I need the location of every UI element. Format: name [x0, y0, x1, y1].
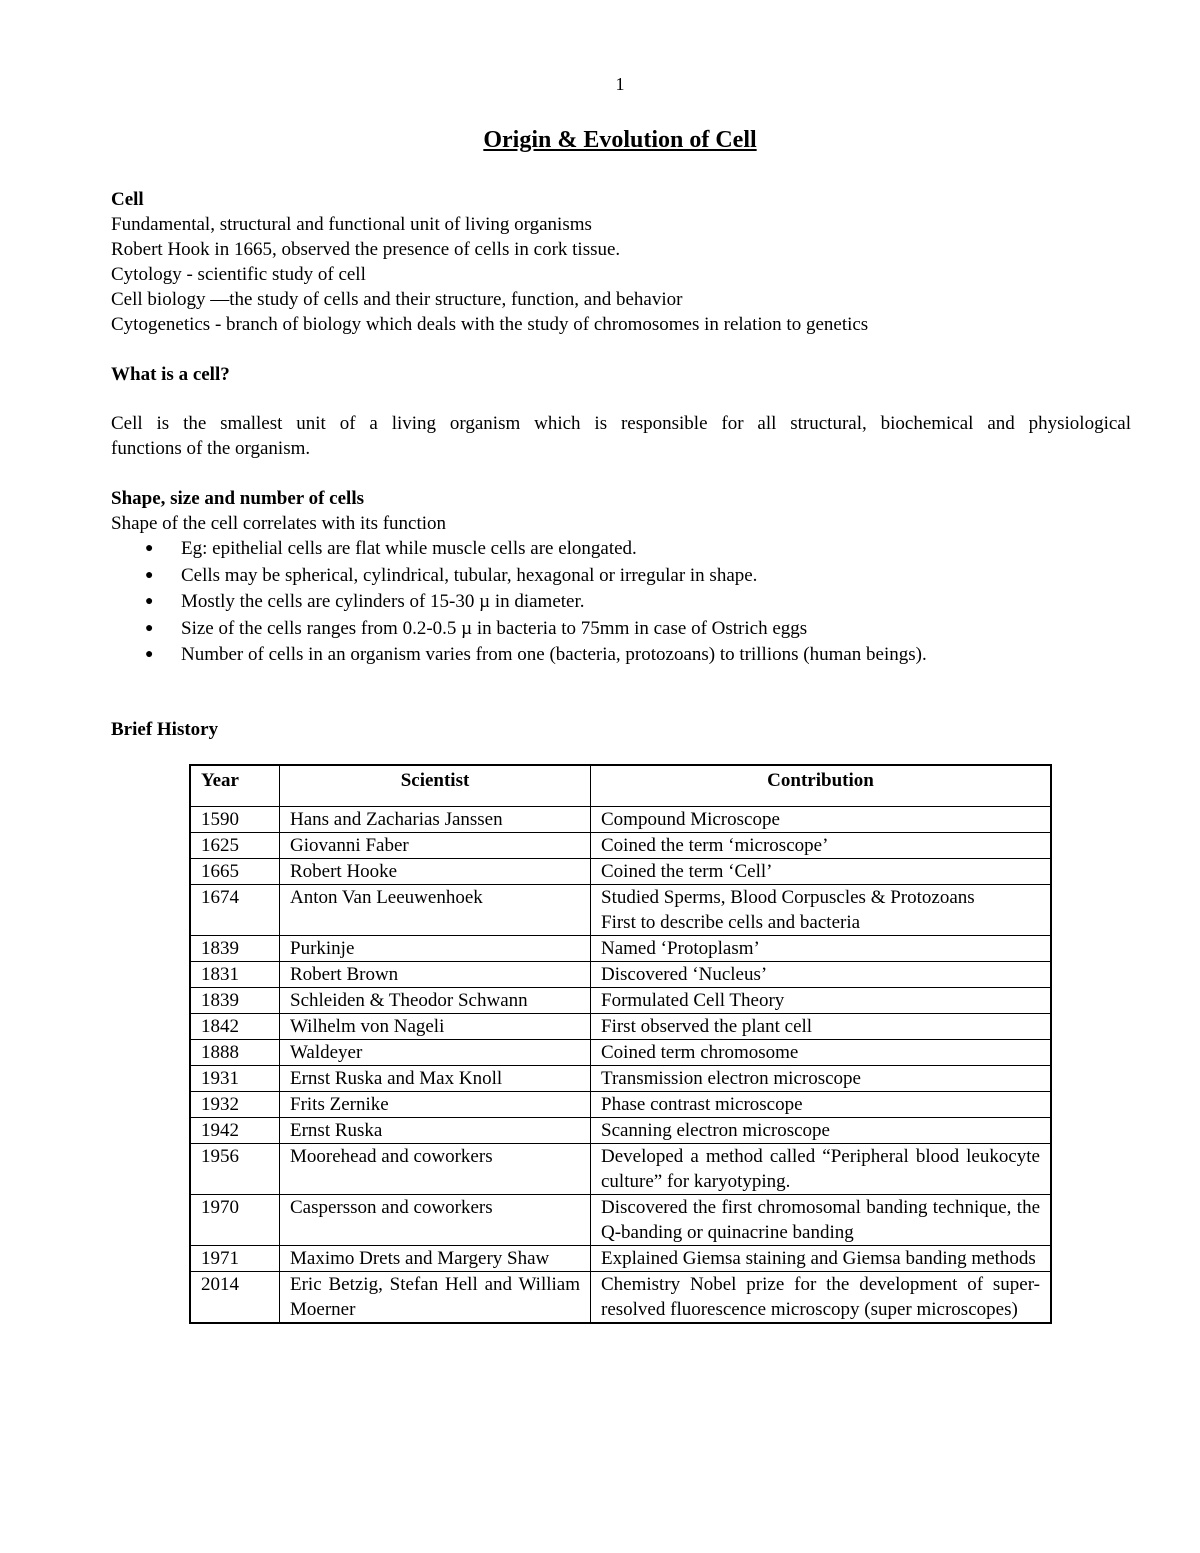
contribution-cell — [591, 1014, 1052, 1040]
contribution-line: Coined the term ‘microscope’ — [601, 835, 829, 856]
contribution-line: Scanning electron microscope — [601, 1120, 830, 1141]
bullet-list — [111, 536, 1131, 669]
year-cell: 1971 — [190, 1246, 280, 1272]
year-cell: 1625 — [190, 833, 280, 859]
cell-line: Robert Hook in 1665, observed the presence of cells in cork tissue. — [111, 239, 621, 260]
cell-heading: Cell — [111, 189, 144, 210]
contribution-line: Transmission electron microscope — [601, 1068, 861, 1089]
table-row — [190, 859, 1051, 885]
list-item — [111, 563, 1131, 590]
contribution-line: Compound Microscope — [601, 809, 780, 830]
contribution-line: Phase contrast microscope — [601, 1094, 803, 1115]
scientist-cell: Moorehead and coworkers — [280, 1144, 591, 1195]
scientist-cell: Purkinje — [280, 936, 591, 962]
year-cell: 1839 — [190, 936, 280, 962]
table-row — [190, 1118, 1051, 1144]
table-row — [190, 833, 1051, 859]
contribution-cell — [591, 1144, 1052, 1195]
scientist-cell: Schleiden & Theodor Schwann — [280, 988, 591, 1014]
contribution-cell — [591, 1040, 1052, 1066]
contribution-cell — [591, 962, 1052, 988]
contribution-cell — [591, 1092, 1052, 1118]
history-table — [189, 764, 1052, 1324]
bullet-text: Mostly the cells are cylinders of 15-30 µ in diameter. — [181, 591, 585, 612]
contribution-line: Formulated Cell Theory — [601, 990, 785, 1011]
scientist-cell: Robert Hooke — [280, 859, 591, 885]
list-item — [111, 642, 1131, 669]
what-is-cell-paragraph — [111, 411, 1131, 461]
table-row — [190, 1066, 1051, 1092]
paragraph-line: functions of the organism. — [111, 438, 311, 459]
contribution-line: Discovered ‘Nucleus’ — [601, 964, 768, 985]
page-number: 1 — [615, 74, 625, 94]
page-title: Origin & Evolution of Cell — [483, 127, 757, 153]
scientist-cell: Ernst Ruska and Max Knoll — [280, 1066, 591, 1092]
table-row — [190, 1144, 1051, 1195]
cell-line: Cytogenetics - branch of biology which deals with the study of chromosomes in relation to genetics — [111, 314, 869, 335]
year-cell: 1674 — [190, 885, 280, 936]
column-header-contribution: Contribution — [591, 765, 1052, 807]
table-row — [190, 1246, 1051, 1272]
year-cell: 2014 — [190, 1272, 280, 1324]
table-row — [190, 936, 1051, 962]
table-row — [190, 1014, 1051, 1040]
scientist-cell: Giovanni Faber — [280, 833, 591, 859]
table-row — [190, 988, 1051, 1014]
year-cell: 1942 — [190, 1118, 280, 1144]
scientist-cell: Frits Zernike — [280, 1092, 591, 1118]
list-item — [111, 616, 1131, 643]
year-cell: 1888 — [190, 1040, 280, 1066]
scientist-cell: Ernst Ruska — [280, 1118, 591, 1144]
scientist-cell: Maximo Drets and Margery Shaw — [280, 1246, 591, 1272]
bullet-icon: ● — [145, 594, 154, 609]
table-row — [190, 885, 1051, 936]
cell-line: Cell biology —the study of cells and their structure, function, and behavior — [111, 289, 683, 310]
contribution-line: Coined term chromosome — [601, 1042, 799, 1063]
bullet-text: Number of cells in an organism varies from one (bacteria, protozoans) to trillions (human beings). — [181, 644, 927, 665]
column-header-year: Year — [190, 765, 280, 807]
year-cell: 1970 — [190, 1195, 280, 1246]
list-item — [111, 536, 1131, 563]
bullet-icon: ● — [145, 647, 154, 662]
scientist-cell: Eric Betzig, Stefan Hell and William Moerner — [280, 1272, 591, 1324]
table-row — [190, 1195, 1051, 1246]
table-header-row — [190, 765, 1051, 807]
contribution-line: Discovered the first chromosomal banding technique, the Q-banding or quinacrine banding — [601, 1197, 1040, 1243]
bullet-text: Size of the cells ranges from 0.2-0.5 µ in bacteria to 75mm in case of Ostrich eggs — [181, 617, 808, 639]
contribution-cell — [591, 859, 1052, 885]
cell-line: Fundamental, structural and functional unit of living organisms — [111, 214, 592, 235]
bullet-icon: ● — [145, 567, 154, 583]
shape-intro: Shape of the cell correlates with its function — [111, 513, 447, 534]
contribution-line: Explained Giemsa staining and Giemsa banding methods — [601, 1248, 1036, 1269]
year-cell: 1839 — [190, 988, 280, 1014]
scientist-cell: Anton Van Leeuwenhoek — [280, 885, 591, 936]
table-row — [190, 1272, 1051, 1324]
paragraph-line: Cell is the smallest unit of a living organism which is responsible for all structural, biochemical and physiological — [111, 413, 1131, 434]
contribution-cell — [591, 885, 1052, 936]
scientist-cell: Waldeyer — [280, 1040, 591, 1066]
bullet-text: Eg: epithelial cells are flat while muscle cells are elongated. — [181, 538, 637, 559]
table-row — [190, 807, 1051, 833]
list-item — [111, 589, 1131, 616]
contribution-cell — [591, 1066, 1052, 1092]
bullet-icon: ● — [145, 620, 154, 636]
contribution-line: Chemistry Nobel prize for the development of super-resolved fluorescence microscopy (super microscopes) — [601, 1274, 1040, 1320]
scientist-cell: Caspersson and coworkers — [280, 1195, 591, 1246]
bullet-icon: ● — [145, 541, 154, 556]
column-header-scientist: Scientist — [280, 765, 591, 807]
table-row — [190, 962, 1051, 988]
contribution-line: First observed the plant cell — [601, 1016, 813, 1037]
bullet-text: Cells may be spherical, cylindrical, tubular, hexagonal or irregular in shape. — [181, 564, 758, 586]
year-cell: 1665 — [190, 859, 280, 885]
contribution-line: First to describe cells and bacteria — [601, 912, 861, 933]
contribution-cell — [591, 936, 1052, 962]
year-cell: 1931 — [190, 1066, 280, 1092]
history-table-body — [190, 807, 1051, 1324]
contribution-cell — [591, 988, 1052, 1014]
scientist-cell: Wilhelm von Nageli — [280, 1014, 591, 1040]
scientist-cell: Robert Brown — [280, 962, 591, 988]
scientist-cell: Hans and Zacharias Janssen — [280, 807, 591, 833]
year-cell: 1831 — [190, 962, 280, 988]
contribution-cell — [591, 1118, 1052, 1144]
shape-section — [111, 486, 1131, 669]
what-is-cell-heading: What is a cell? — [111, 364, 230, 385]
cell-section — [111, 187, 1131, 337]
contribution-line: Coined the term ‘Cell’ — [601, 861, 773, 882]
contribution-line: Studied Sperms, Blood Corpuscles & Protozoans — [601, 887, 975, 908]
contribution-line: Named ‘Protoplasm’ — [601, 938, 760, 959]
contribution-line: Developed a method called “Peripheral blood leukocyte culture” for karyotyping. — [601, 1146, 1040, 1192]
cell-line: Cytology - scientific study of cell — [111, 264, 366, 285]
contribution-cell — [591, 807, 1052, 833]
contribution-cell — [591, 1272, 1052, 1324]
year-cell: 1932 — [190, 1092, 280, 1118]
contribution-cell — [591, 1195, 1052, 1246]
table-row — [190, 1040, 1051, 1066]
history-heading: Brief History — [111, 719, 219, 740]
contribution-cell — [591, 833, 1052, 859]
contribution-cell — [591, 1246, 1052, 1272]
year-cell: 1590 — [190, 807, 280, 833]
shape-heading: Shape, size and number of cells — [111, 488, 365, 509]
year-cell: 1956 — [190, 1144, 280, 1195]
table-row — [190, 1092, 1051, 1118]
year-cell: 1842 — [190, 1014, 280, 1040]
